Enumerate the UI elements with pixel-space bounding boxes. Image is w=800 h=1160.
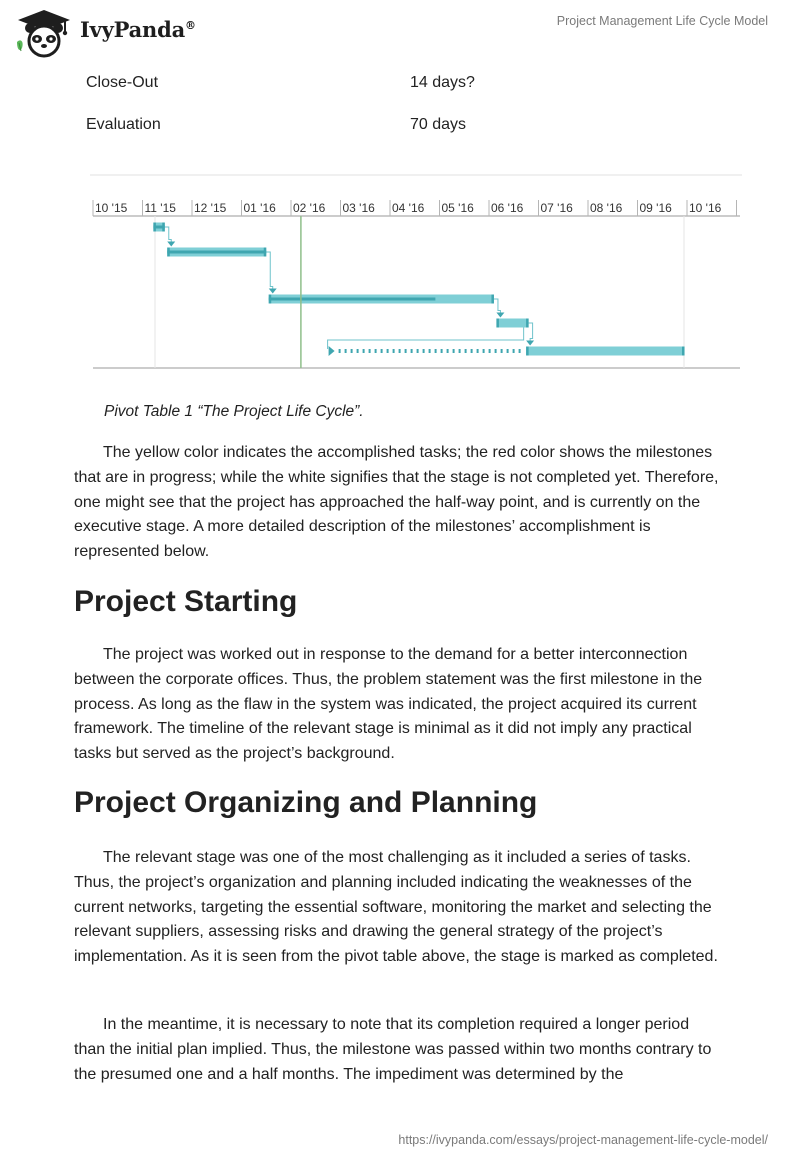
page-header <box>0 0 800 64</box>
stage-duration: 14 days? <box>410 74 475 91</box>
gantt-dependency-arrow <box>269 289 277 294</box>
paragraph-meantime: In the meantime, it is necessary to note that its completion required a longer period than the initial plan implied. Thus, the milestone was passed within two months contrary to the presumed one and a half months. The impediment was determined by the <box>74 1016 712 1083</box>
gantt-dependency-link <box>529 323 533 344</box>
brand-name[interactable] <box>80 17 196 42</box>
paragraph-legend-explanation: The yellow color indicates the accomplished tasks; the red color shows the milestones that are in progress; while the white signifies that the stage is not completed yet. Therefore, one might see that the project has approached the half-way point, and is currently on the executive stage. A more detailed description of the milestones’ accomplishment is represented below. <box>74 444 719 561</box>
brand-registered-mark: ® <box>185 19 196 32</box>
gantt-task-end-cap <box>162 223 165 232</box>
gantt-task-start-cap <box>153 223 156 232</box>
month-tick-label: 05 '16 <box>441 201 474 215</box>
gantt-dependency-link <box>328 327 524 349</box>
gantt-dependency-arrow <box>526 341 534 346</box>
month-tick-label: 03 '16 <box>342 201 375 215</box>
month-tick-label: 04 '16 <box>392 201 425 215</box>
heading-project-starting: Project Starting <box>74 585 298 618</box>
gantt-task-progress <box>167 251 266 254</box>
month-tick-label: 10 '15 <box>95 201 128 215</box>
gantt-task-end-cap <box>526 319 529 328</box>
gantt-task-start-cap <box>167 248 170 257</box>
gantt-dependency-arrow <box>167 242 175 247</box>
gantt-task-bar <box>496 319 528 328</box>
gantt-task-bar <box>526 347 684 356</box>
paragraph-project-starting: The project was worked out in response to the demand for a better interconnection between the corporate offices. Thus, the problem statement was the first milestone in the process. As long as the flaw in the system was indicated, the project acquired its current framework. The timeline of the relevant stage is minimal as it did not imply any practical tasks but served as the project’s background. <box>74 646 703 763</box>
gantt-task-end-cap <box>682 347 685 356</box>
month-tick-label: 01 '16 <box>243 201 276 215</box>
panda-logo-icon[interactable] <box>14 8 74 58</box>
gantt-task-start-cap <box>496 319 499 328</box>
brand-text: IvyPanda <box>80 17 186 42</box>
month-tick-label: 07 '16 <box>540 201 573 215</box>
stage-duration: 70 days <box>410 116 467 133</box>
month-tick-label: 09 '16 <box>639 201 672 215</box>
month-tick-label: 06 '16 <box>491 201 524 215</box>
gantt-task-start-cap <box>269 295 272 304</box>
gantt-dependency-arrow <box>329 346 335 356</box>
gantt-task-start-cap <box>526 347 529 356</box>
document-title: Project Management Life Cycle Model <box>556 14 768 28</box>
heading-organizing-planning: Project Organizing and Planning <box>74 786 538 819</box>
gantt-dependency-link <box>266 252 272 292</box>
month-tick-label: 10 '16 <box>689 201 722 215</box>
month-tick-label: 11 '15 <box>144 201 176 215</box>
gantt-task-end-cap <box>264 248 267 257</box>
duration-row-close-out <box>86 74 475 92</box>
gantt-task-progress <box>269 298 436 301</box>
month-tick-label: 08 '16 <box>590 201 623 215</box>
duration-row-evaluation <box>86 116 467 134</box>
figure-caption: Pivot Table 1 “The Project Life Cycle”. <box>104 403 364 420</box>
stage-name: Evaluation <box>86 116 161 133</box>
footer-source-url[interactable]: https://ivypanda.com/essays/project-management-life-cycle-model/ <box>398 1133 768 1147</box>
gantt-task-end-cap <box>491 295 494 304</box>
month-tick-label: 12 '15 <box>194 201 227 215</box>
stage-name: Close-Out <box>86 74 159 91</box>
gantt-chart <box>90 172 742 376</box>
gantt-dependency-arrow <box>496 313 504 318</box>
month-tick-label: 02 '16 <box>293 201 326 215</box>
paragraph-organizing-planning: The relevant stage was one of the most challenging as it included a series of tasks. Thus, the project’s organization and planning included indicating the weaknesses of the current networks, targeting the essential software, monitoring the market and selecting the relevant suppliers, assessing risks and drawing the general strategy of the project’s implementation. As it is seen from the pivot table above, the stage is marked as completed. <box>74 849 718 966</box>
